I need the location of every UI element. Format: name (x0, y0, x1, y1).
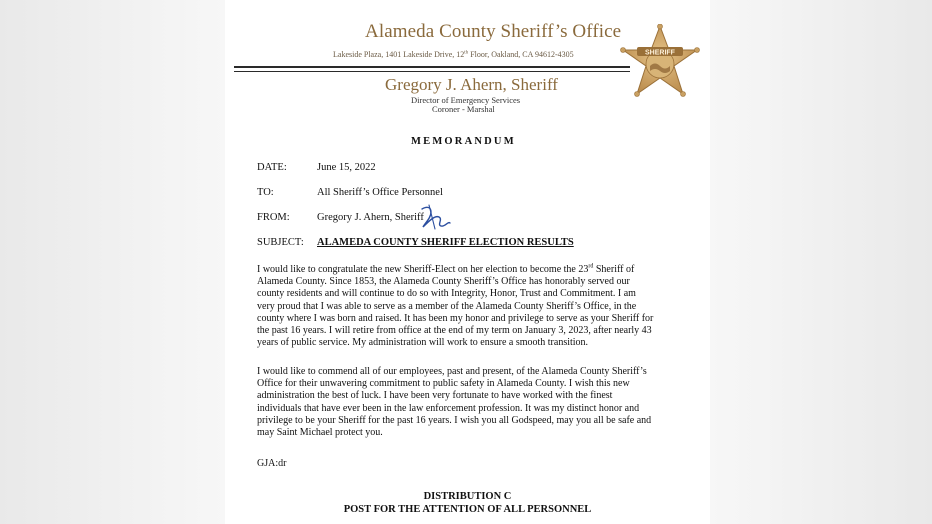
body-paragraph-2 (257, 366, 677, 439)
to-value: All Sheriff’s Office Personnel (317, 187, 443, 198)
memo-page (225, 0, 710, 524)
date-value: June 15, 2022 (317, 162, 376, 173)
paragraph-2-line: administration the best of luck. I have been very fortunate to have worked with the finest (257, 390, 613, 402)
address-part-1: Lakeside Plaza, 1401 Lakeside Drive, 12 (333, 50, 465, 59)
paragraph-1-line: county residents and will continue to do so with Integrity, Honor, Trust and Commitment. I am (257, 288, 636, 300)
paragraph-1-line-1-end: Sheriff of (593, 264, 635, 275)
from-value: Gregory J. Ahern, Sheriff (317, 212, 424, 223)
paragraph-1-line-1 (257, 264, 677, 276)
address-part-2: Floor, Oakland, CA 94612-4305 (468, 50, 574, 59)
from-label: FROM: (257, 212, 290, 223)
to-label: TO: (257, 187, 274, 198)
paragraph-2-line: Office for their unwavering commitment to public safety in Alameda County. I wish this new (257, 378, 630, 390)
address-ordinal: th (464, 50, 469, 56)
sheriff-title-2: Coroner - Marshal (432, 104, 495, 114)
subject-value: ALAMEDA COUNTY SHERIFF ELECTION RESULTS (317, 237, 574, 248)
paragraph-1-line: the past 16 years. I will retire from office at the end of my term on January 3, 2023, after nearly 43 (257, 325, 652, 337)
letterhead-rule-top (234, 66, 630, 68)
subject-label: SUBJECT: (257, 237, 304, 248)
distribution-line-1: DISTRIBUTION C (423, 491, 512, 502)
letterhead-rule-bottom (234, 71, 630, 72)
paragraph-1-line-1-start: I would like to congratulate the new Sheriff-Elect on her election to become the 23 (257, 264, 589, 275)
agency-name: Alameda County Sheriff’s Office (365, 21, 622, 42)
typist-initials: GJA:dr (257, 458, 287, 469)
paragraph-1-line: very proud that I was able to serve as a member of the Alameda County Sheriff’s Office, in the (257, 300, 637, 312)
paragraph-2-line: may Saint Michael protect you. (257, 427, 383, 439)
distribution-line-2: POST FOR THE ATTENTION OF ALL PERSONNEL (343, 504, 592, 515)
background-left (0, 0, 225, 524)
agency-address (333, 50, 574, 59)
memo-title: MEMORANDUM (411, 136, 516, 147)
signature-icon (419, 203, 453, 231)
badge-label: SHERIFF (645, 49, 675, 57)
ordinal-suffix: rd (588, 263, 594, 270)
paragraph-1-line: Alameda County. Since 1853, the Alameda County Sheriff’s Office has honorably served our (257, 276, 630, 288)
date-label: DATE: (257, 162, 287, 173)
paragraph-2-line: individuals that have ever been in the law enforcement profession. It was my distinct honor and (257, 402, 640, 414)
paragraph-1-line: years of public service. My administration will work to ensure a smooth transition. (257, 337, 589, 349)
sheriff-title-1: Director of Emergency Services (411, 95, 521, 105)
sheriff-star-badge-icon (617, 24, 703, 102)
sheriff-name: Gregory J. Ahern, Sheriff (385, 75, 558, 94)
paragraph-1-line: county where I was born and raised. It has been my honor and privilege to serve as your Sheriff for (257, 312, 654, 324)
body-paragraph-1 (257, 264, 677, 349)
background-right (710, 0, 932, 524)
paragraph-2-line: privilege to be your Sheriff for the past 16 years. I wish you all Godspeed, may you all be safe and (257, 414, 652, 426)
paragraph-2-line: I would like to commend all of our employees, past and present, of the Alameda County Sheriff’s (257, 366, 647, 377)
